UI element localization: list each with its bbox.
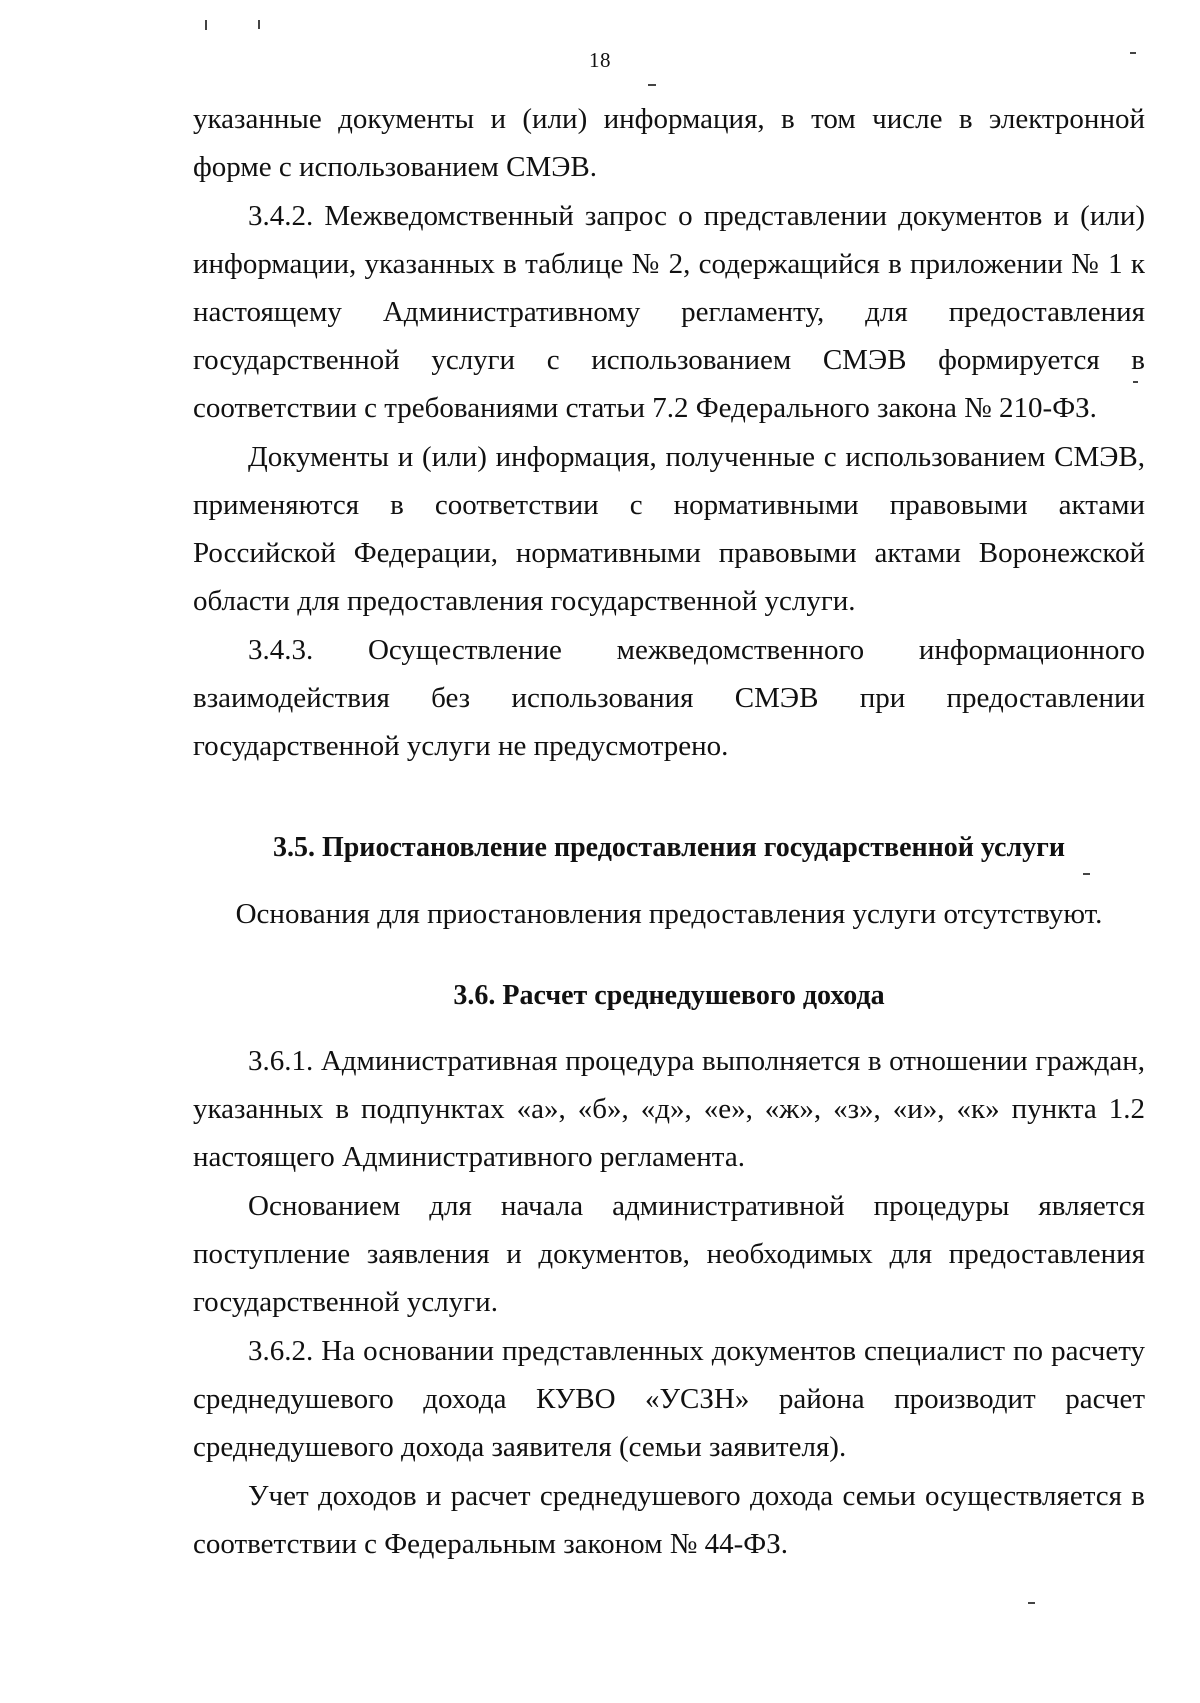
scan-artifact	[258, 20, 260, 29]
paragraph-3-6-2: 3.6.2. На основании представленных документов специалист по расчету среднедушевого дохода КУВО «УСЗН» района производит расчет среднедушевого дохода заявителя (семьи заявителя).	[193, 1335, 1145, 1463]
paragraph-3-4-3: 3.4.3. Осуществление межведомственного информационного взаимодействия без использования СМЭВ при предоставлении государственной услуги не предусмотрено.	[193, 634, 1145, 762]
section-heading-3-6: 3.6. Расчет среднедушевого дохода	[453, 980, 885, 1011]
paragraph-3-6-1: 3.6.1. Административная процедура выполняется в отношении граждан, указанных в подпунктах «а», «б», «д», «е», «ж», «з», «и», «к» пункта 1.2 настоящего Административного регламента.	[193, 1045, 1145, 1173]
paragraph: указанные документы и (или) информация, в том числе в электронной форме с использованием СМЭВ.	[193, 103, 1145, 183]
paragraph: Основанием для начала административной процедуры является поступление заявления и документов, необходимых для предоставления государственной услуги.	[193, 1190, 1145, 1318]
body-text-top	[193, 95, 1145, 770]
page-number: 18	[589, 48, 611, 72]
body-text-bottom	[193, 1037, 1145, 1568]
paragraph-3-4-2: 3.4.2. Межведомственный запрос о представлении документов и (или) информации, указанных в таблице № 2, содержащийся в приложении № 1 к настоящему Административному регламенту, для предоставления государственной услуги с использованием СМЭВ формируется в соответствии с требованиями статьи 7.2 Федерального закона № 210-ФЗ.	[193, 200, 1145, 424]
scan-artifact	[1083, 873, 1090, 875]
scan-artifact	[1028, 1602, 1035, 1604]
scan-artifact	[648, 84, 656, 86]
section-3-5-text: Основания для приостановления предоставления услуги отсутствуют.	[235, 898, 1103, 930]
paragraph: Учет доходов и расчет среднедушевого дохода семьи осуществляется в соответствии с Федеральным законом № 44-ФЗ.	[193, 1480, 1145, 1560]
scan-artifact	[205, 20, 207, 30]
section-heading-3-5: 3.5. Приостановление предоставления государственной услуги	[272, 832, 1066, 863]
paragraph: Документы и (или) информация, полученные с использованием СМЭВ, применяются в соответствии с нормативными правовыми актами Российской Федерации, нормативными правовыми актами Воронежской области для предоставления государственной услуги.	[193, 441, 1145, 617]
